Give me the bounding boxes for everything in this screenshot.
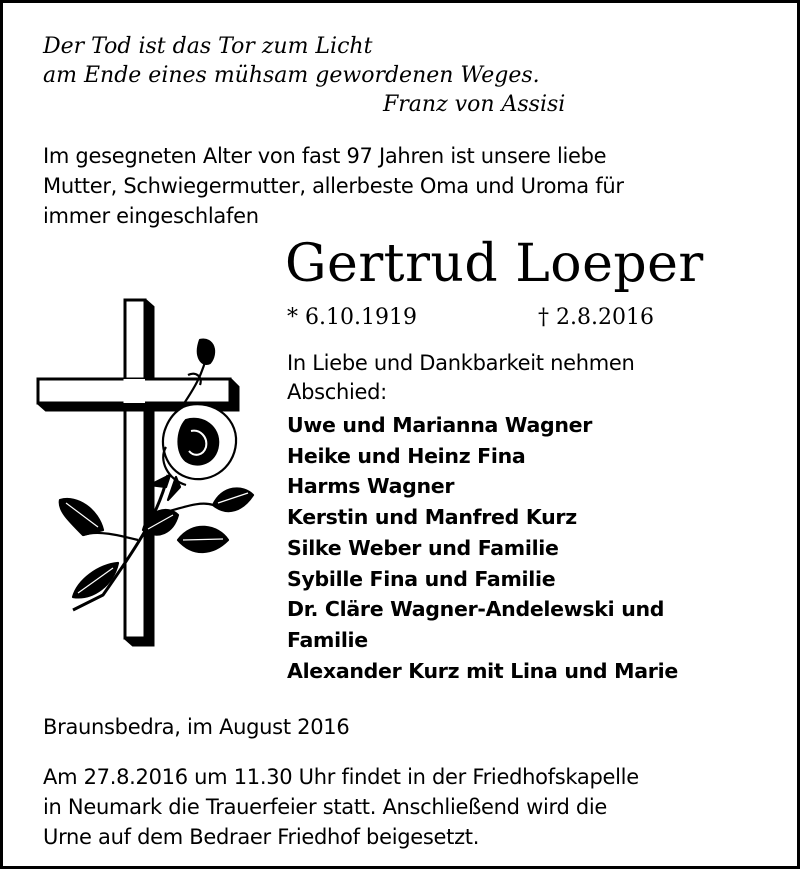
intro-line-3: immer eingeschlafen [43, 204, 259, 228]
farewell-line-1: In Liebe und Dankbarkeit nehmen [287, 351, 635, 375]
mourners-list [287, 410, 678, 686]
mourner-name: Alexander Kurz mit Lina und Marie [287, 658, 678, 683]
mourner-name: Heike und Heinz Fina [287, 443, 526, 468]
birth-date: * 6.10.1919 [287, 305, 417, 330]
ceremony-line-3: Urne auf dem Bedraer Friedhof beigesetzt. [43, 825, 480, 849]
death-date: † 2.8.2016 [538, 305, 654, 330]
quote-author: Franz von Assisi [383, 92, 566, 117]
mourner-name: Kerstin und Manfred Kurz [287, 505, 577, 530]
quote-line-1: Der Tod ist das Tor zum Licht [43, 34, 373, 59]
mourner-name: Silke Weber und Familie [287, 535, 559, 560]
rose-icon [58, 335, 258, 635]
mourner-name: Harms Wagner [287, 474, 455, 499]
deceased-name: Gertrud Loeper [285, 234, 704, 294]
quote-line-2: am Ende eines mühsam gewordenen Weges. [43, 63, 540, 88]
mourner-name: Uwe und Marianna Wagner [287, 413, 593, 437]
mourner-name: Familie [287, 627, 368, 652]
mourner-name: Sybille Fina und Familie [287, 566, 556, 591]
mourner-name: Dr. Cläre Wagner-Andelewski und [287, 597, 665, 622]
intro-line-2: Mutter, Schwiegermutter, allerbeste Oma und Uroma für [43, 174, 624, 198]
farewell-line-2: Abschied: [287, 380, 387, 404]
intro-line-1: Im gesegneten Alter von fast 97 Jahren ist unsere liebe [43, 144, 607, 168]
ceremony-line-1: Am 27.8.2016 um 11.30 Uhr findet in der Friedhofskapelle [43, 765, 639, 789]
ceremony-line-2: in Neumark die Trauerfeier statt. Anschließend wird die [43, 795, 608, 819]
place-date: Braunsbedra, im August 2016 [43, 715, 350, 739]
